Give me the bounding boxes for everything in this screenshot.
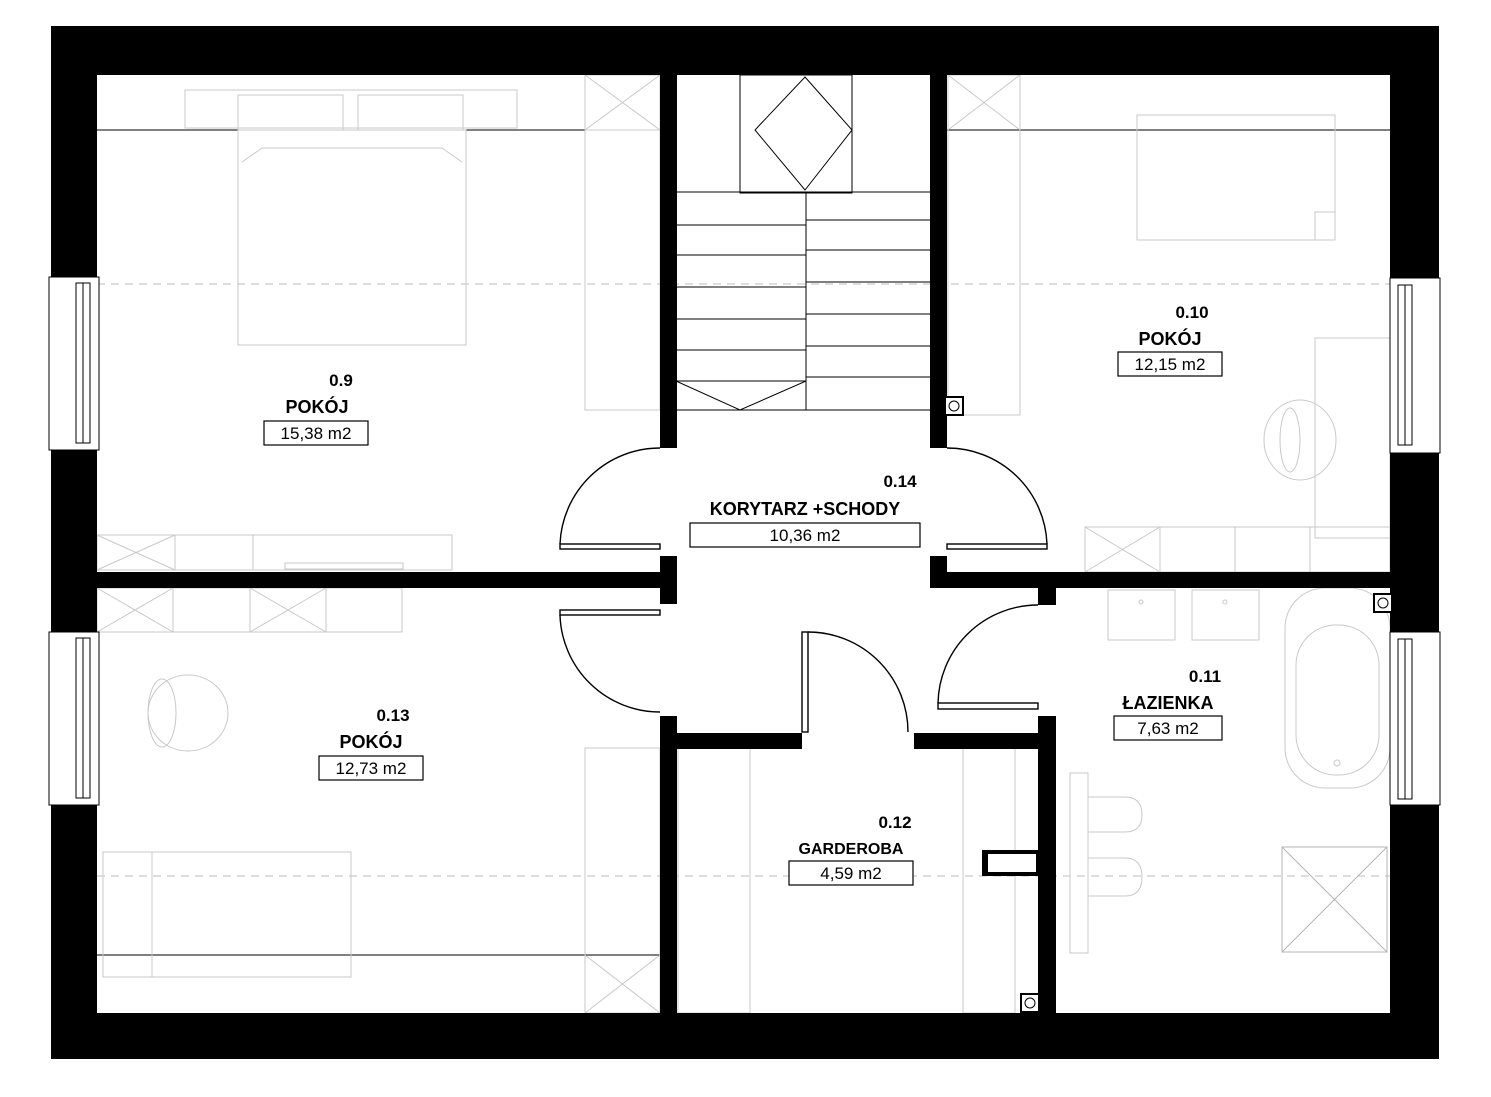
- window-icon: [49, 277, 99, 450]
- single-bed-icon: [1137, 115, 1335, 240]
- room-number: 0.12: [878, 813, 912, 832]
- room-label-0.11: [1114, 667, 1222, 740]
- bathtub-icon: [1285, 588, 1390, 788]
- room-number: 0.11: [1188, 667, 1222, 686]
- room-area: 10,36 m2: [769, 526, 841, 545]
- room-label-0.9: [264, 371, 368, 445]
- room-name: POKÓJ: [1138, 329, 1202, 349]
- wardrobe-icon: [948, 75, 1020, 415]
- room-area: 12,73 m2: [335, 759, 407, 778]
- chimney-vent-icon: [1021, 994, 1039, 1012]
- room-area: 15,38 m2: [280, 424, 352, 443]
- window-icon: [1390, 278, 1440, 453]
- door-swing-icon: [560, 610, 660, 712]
- door-swing-icon: [938, 605, 1038, 709]
- room-name: POKÓJ: [339, 732, 403, 752]
- room-number: 0.10: [1175, 303, 1209, 322]
- window-icon: [49, 632, 99, 805]
- room-label-0.12: [789, 813, 913, 885]
- armchair-icon: [148, 675, 228, 751]
- double-sink-icon: [1108, 590, 1259, 640]
- door-swing-icon: [802, 632, 908, 732]
- door-swing-icon: [560, 448, 660, 549]
- wardrobe-icon: [97, 588, 402, 632]
- room-area: 4,59 m2: [820, 864, 882, 883]
- sideboard-icon: [97, 535, 452, 570]
- toilet-icon: [1070, 773, 1142, 953]
- sideboard-icon: [1085, 527, 1390, 572]
- desk-chair-icon: [1264, 338, 1390, 538]
- room-label-0.13: [319, 706, 423, 780]
- staircase-icon: [676, 75, 931, 410]
- double-bed-icon: [185, 90, 517, 345]
- room-number: 0.9: [329, 371, 353, 390]
- room-label-0.10: [1118, 303, 1222, 376]
- chimney-vent-icon: [945, 397, 963, 415]
- wardrobe-icon: [585, 75, 660, 410]
- room-area: 7,63 m2: [1137, 719, 1199, 738]
- door-swing-icon: [947, 448, 1047, 549]
- room-name: POKÓJ: [285, 397, 349, 417]
- room-number: 0.13: [376, 706, 410, 725]
- wardrobe-icon: [585, 748, 660, 1013]
- chimney-vent-icon: [1374, 594, 1392, 612]
- room-label-0.14: [690, 472, 920, 547]
- room-area: 12,15 m2: [1134, 355, 1206, 374]
- room-name: ŁAZIENKA: [1122, 693, 1214, 713]
- single-bed-icon: [103, 852, 351, 977]
- room-name: GARDEROBA: [798, 841, 904, 858]
- room-number: 0.14: [883, 472, 917, 491]
- shower-icon: [1282, 847, 1387, 952]
- room-name: KORYTARZ +SCHODY: [709, 499, 901, 519]
- window-icon: [1390, 632, 1440, 805]
